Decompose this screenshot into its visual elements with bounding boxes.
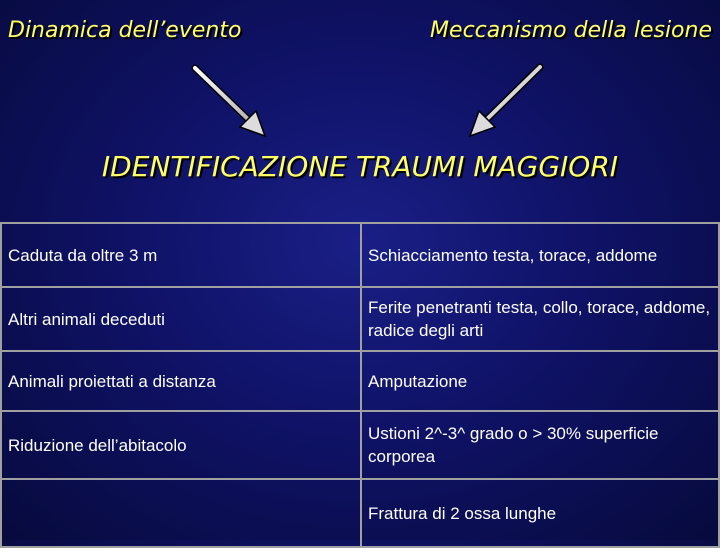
table-cell-dynamics: Animali proiettati a distanza (1, 351, 361, 411)
table-cell-mechanism: Ustioni 2^-3^ grado o > 30% superficie corporea (361, 411, 719, 479)
table-row (1, 287, 719, 351)
table-cell-dynamics: Altri animali deceduti (1, 287, 361, 351)
table-cell-mechanism: Amputazione (361, 351, 719, 411)
table-cell-mechanism: Frattura di 2 ossa lunghe (361, 479, 719, 547)
arrow-down-left-icon (470, 67, 540, 136)
arrows (0, 0, 720, 160)
table-row (1, 351, 719, 411)
arrow-down-right-icon (195, 68, 265, 136)
table-row (1, 479, 719, 547)
table-cell-dynamics: Riduzione dell’abitacolo (1, 411, 361, 479)
table-cell-mechanism: Ferite penetranti testa, collo, torace, addome, radice degli arti (361, 287, 719, 351)
table-row (1, 223, 719, 287)
heading-left: Dinamica dell’evento (8, 18, 242, 43)
table-cell-dynamics: Caduta da oltre 3 m (1, 223, 361, 287)
table-cell-dynamics (1, 479, 361, 547)
table-cell-mechanism: Schiacciamento testa, torace, addome (361, 223, 719, 287)
table-row (1, 411, 719, 479)
heading-right: Meccanismo della lesione (430, 18, 712, 43)
trauma-table (0, 222, 720, 548)
page-title: IDENTIFICAZIONE TRAUMI MAGGIORI (101, 150, 619, 183)
